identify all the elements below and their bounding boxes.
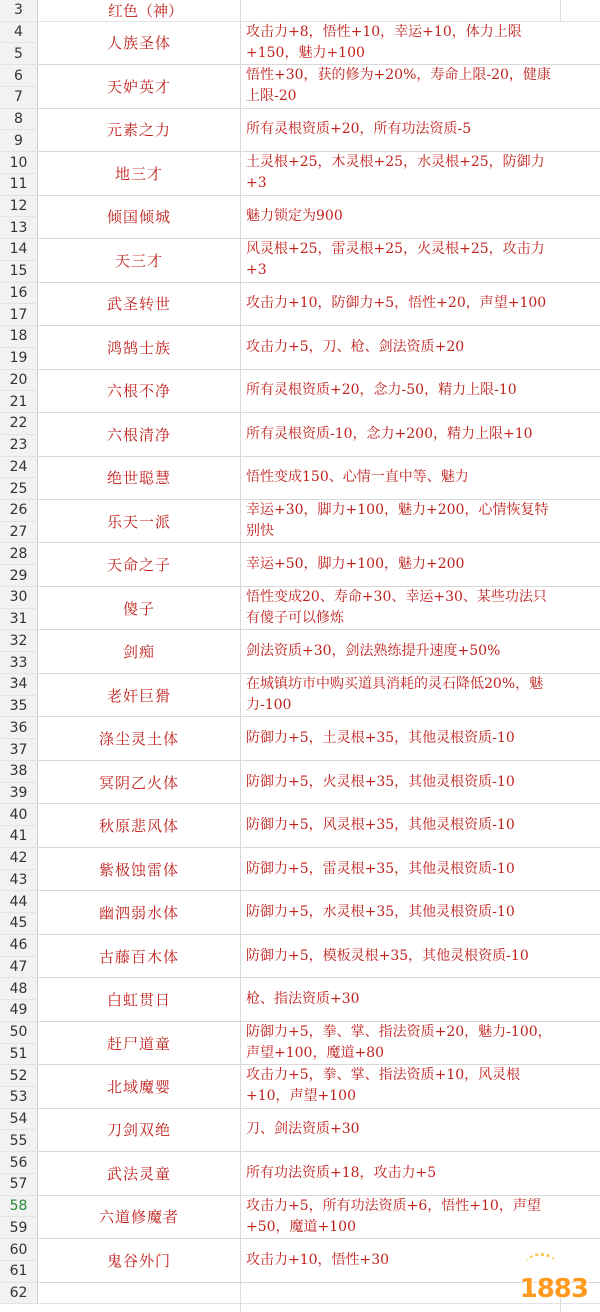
trait-name-cell[interactable]: 古藤百木体: [38, 935, 241, 977]
row-number[interactable]: 34: [0, 674, 38, 695]
trait-name-cell[interactable]: 天妒英才: [38, 65, 241, 107]
trait-desc-text: 防御力+5，土灵根+35，其他灵根资质-10: [246, 730, 515, 747]
row-number[interactable]: 20: [0, 370, 38, 391]
trait-desc-cell[interactable]: [246, 239, 556, 281]
trait-row: [38, 543, 600, 586]
row-number[interactable]: 49: [0, 1000, 38, 1021]
trait-row: [38, 717, 600, 760]
trait-desc-cell[interactable]: [246, 109, 556, 151]
trait-row: [38, 848, 600, 891]
trait-row: [38, 109, 600, 152]
trait-desc-cell[interactable]: [246, 587, 556, 629]
trait-desc-text: 魅力锁定为900: [246, 208, 343, 225]
row-number[interactable]: 19: [0, 348, 38, 369]
trait-name-cell[interactable]: 秋原悲风体: [38, 804, 241, 846]
row-number[interactable]: 24: [0, 457, 38, 478]
trait-desc-text: 剑法资质+30，剑法熟练提升速度+50%: [246, 643, 501, 660]
watermark-rays: [526, 1253, 556, 1274]
trait-row: [38, 978, 600, 1021]
trait-row: [38, 1196, 600, 1239]
trait-name-cell[interactable]: 鸿鹄士族: [38, 326, 241, 368]
trait-desc-text: 防御力+5，拳、掌、指法资质+20，魅力-100，声望+100，魔道+80: [246, 1024, 552, 1061]
trait-desc-cell[interactable]: [246, 717, 556, 759]
trait-desc-cell[interactable]: [246, 413, 556, 455]
trait-name-cell[interactable]: 绝世聪慧: [38, 457, 241, 499]
row-number[interactable]: 47: [0, 957, 38, 978]
row-number[interactable]: 33: [0, 652, 38, 673]
trait-name-cell[interactable]: 武法灵童: [38, 1152, 241, 1194]
trait-row: [38, 22, 600, 65]
trait-row: [38, 761, 600, 804]
trait-desc-text: 攻击力+5，刀、枪、剑法资质+20: [246, 338, 465, 355]
trait-desc-cell[interactable]: [246, 543, 556, 585]
trait-row: [38, 804, 600, 847]
row-number[interactable]: 28: [0, 543, 38, 564]
trait-row: [38, 935, 600, 978]
trait-desc-cell[interactable]: [246, 283, 556, 325]
trait-desc-cell[interactable]: [246, 1152, 556, 1194]
trait-desc-cell[interactable]: [246, 1022, 556, 1064]
trait-row: [38, 196, 600, 239]
row-number[interactable]: 48: [0, 978, 38, 999]
trait-name-cell[interactable]: 紫极蚀雷体: [38, 848, 241, 890]
trait-desc-text: 所有灵根资质+20，念力-50，精力上限-10: [246, 382, 517, 399]
watermark-logo: [510, 1244, 588, 1304]
trait-desc-cell[interactable]: [246, 848, 556, 890]
trait-name-cell[interactable]: 六道修魔者: [38, 1196, 241, 1238]
trait-row: [38, 239, 600, 282]
trait-desc-cell[interactable]: [246, 457, 556, 499]
row-number[interactable]: 27: [0, 522, 38, 543]
trait-desc-text: 防御力+5，水灵根+35，其他灵根资质-10: [246, 904, 515, 921]
header-cell[interactable]: 红色（神）: [38, 0, 241, 22]
row-number[interactable]: 41: [0, 826, 38, 847]
trait-row: [38, 457, 600, 500]
trait-name-cell[interactable]: 乐天一派: [38, 500, 241, 542]
row-number[interactable]: 43: [0, 870, 38, 891]
row-number[interactable]: 39: [0, 783, 38, 804]
trait-name-cell[interactable]: 天三才: [38, 239, 241, 281]
trait-name-cell[interactable]: 武圣转世: [38, 283, 241, 325]
trait-name-cell[interactable]: 天命之子: [38, 543, 241, 585]
row-number[interactable]: 11: [0, 174, 38, 195]
trait-name-cell[interactable]: 涤尘灵土体: [38, 717, 241, 759]
row-number[interactable]: 60: [0, 1239, 38, 1260]
row-number[interactable]: 32: [0, 630, 38, 651]
trait-desc-text: 所有功法资质+18，攻击力+5: [246, 1164, 437, 1181]
row-number[interactable]: 38: [0, 761, 38, 782]
trait-name-cell[interactable]: 幽泗弱水体: [38, 891, 241, 933]
row-number[interactable]: 54: [0, 1109, 38, 1130]
trait-desc-text: 所有灵根资质-10，念力+200，精力上限+10: [246, 425, 533, 442]
row-number[interactable]: 12: [0, 196, 38, 217]
trait-desc-text: 攻击力+5，所有功法资质+6，悟性+10，声望+50，魔道+100: [246, 1197, 541, 1235]
trait-desc-text: 悟性变成150、心情一直中等、魅力: [246, 469, 469, 486]
trait-desc-text: 攻击力+10，防御力+5，悟性+20，声望+100: [246, 295, 547, 312]
trait-row: [38, 326, 600, 369]
trait-desc-text: 防御力+5，火灵根+35，其他灵根资质-10: [246, 773, 515, 790]
trait-desc-text: 攻击力+8，悟性+10，幸运+10，体力上限+150，魅力+100: [246, 23, 522, 61]
trait-name-cell[interactable]: 北域魔婴: [38, 1065, 241, 1107]
trait-desc-cell[interactable]: [246, 370, 556, 412]
row-number[interactable]: 31: [0, 609, 38, 630]
row-number[interactable]: 44: [0, 891, 38, 912]
trait-desc-text: 防御力+5，雷灵根+35，其他灵根资质-10: [246, 860, 515, 877]
trait-row: [38, 1152, 600, 1195]
trait-desc-cell[interactable]: [246, 326, 556, 368]
row-number[interactable]: 6: [0, 65, 38, 86]
trait-desc-text: 土灵根+25，木灵根+25，水灵根+25，防御力+3: [246, 154, 545, 192]
trait-desc-cell[interactable]: [246, 1109, 556, 1151]
row-number[interactable]: 37: [0, 739, 38, 760]
row-number[interactable]: 5: [0, 43, 38, 64]
trait-desc-text: 刀、剑法资质+30: [246, 1121, 360, 1138]
row-number[interactable]: 10: [0, 152, 38, 173]
trait-name-cell[interactable]: 赶尸道童: [38, 1022, 241, 1064]
trait-desc-cell[interactable]: [246, 65, 556, 107]
trait-desc-cell[interactable]: [246, 891, 556, 933]
trait-name-cell[interactable]: 傻子: [38, 587, 241, 629]
row-number[interactable]: 58: [0, 1196, 38, 1217]
row-number[interactable]: 3: [0, 0, 38, 21]
trait-row: [38, 587, 600, 630]
trait-desc-cell[interactable]: [246, 761, 556, 803]
trait-row: [38, 500, 600, 543]
trait-name-cell[interactable]: 六根不净: [38, 370, 241, 412]
trait-name-cell[interactable]: 六根清净: [38, 413, 241, 455]
trait-row: [38, 630, 600, 673]
row-number[interactable]: 18: [0, 326, 38, 347]
trait-desc-text: 枪、指法资质+30: [246, 991, 360, 1008]
trait-row: [38, 370, 600, 413]
trait-desc-text: 攻击力+10，悟性+30: [246, 1251, 390, 1268]
row-number[interactable]: 8: [0, 109, 38, 130]
row-number[interactable]: 35: [0, 696, 38, 717]
row-number[interactable]: 23: [0, 435, 38, 456]
row-number[interactable]: 25: [0, 478, 38, 499]
trait-desc-text: 防御力+5，风灵根+35，其他灵根资质-10: [246, 817, 515, 834]
watermark-text: 1883: [519, 1274, 588, 1304]
row-number[interactable]: 29: [0, 565, 38, 586]
row-number[interactable]: 7: [0, 87, 38, 108]
trait-desc-cell[interactable]: [246, 978, 556, 1020]
row-number[interactable]: 51: [0, 1044, 38, 1065]
row-number[interactable]: 45: [0, 913, 38, 934]
row-number[interactable]: 4: [0, 22, 38, 43]
trait-desc-cell[interactable]: [246, 630, 556, 672]
row-number[interactable]: 22: [0, 413, 38, 434]
row-number[interactable]: 40: [0, 804, 38, 825]
row-number[interactable]: 13: [0, 217, 38, 238]
trait-name-cell[interactable]: 元素之力: [38, 109, 241, 151]
row-number[interactable]: 50: [0, 1022, 38, 1043]
trait-row: [38, 1109, 600, 1152]
trait-name-cell[interactable]: 地三才: [38, 152, 241, 194]
trait-row: [38, 1022, 600, 1065]
trait-row: [38, 65, 600, 108]
row-number[interactable]: 56: [0, 1152, 38, 1173]
row-number[interactable]: 59: [0, 1217, 38, 1238]
trait-row: [38, 152, 600, 195]
trait-row: [38, 1065, 600, 1108]
trait-name-cell[interactable]: 倾国倾城: [38, 196, 241, 238]
row-number[interactable]: 15: [0, 261, 38, 282]
trait-desc-text: 在城镇坊市中购买道具消耗的灵石降低20%，魅力-100: [246, 676, 544, 714]
trait-row: [38, 413, 600, 456]
trait-desc-cell[interactable]: [246, 500, 556, 542]
row-number[interactable]: 17: [0, 304, 38, 325]
row-number[interactable]: 21: [0, 391, 38, 412]
trait-row: [38, 891, 600, 934]
trait-desc-cell[interactable]: [246, 674, 556, 716]
trait-name-cell[interactable]: 剑痴: [38, 630, 241, 672]
trait-desc-text: 风灵根+25，雷灵根+25，火灵根+25，攻击力+3: [246, 241, 545, 279]
trait-row: [38, 674, 600, 717]
trait-desc-text: 防御力+5，模板灵根+35，其他灵根资质-10: [246, 947, 529, 964]
trait-desc-text: 悟性变成20、寿命+30、幸运+30、某些功法只有傻子可以修炼: [246, 589, 547, 627]
row-number[interactable]: 42: [0, 848, 38, 869]
trait-desc-cell[interactable]: [246, 22, 556, 64]
trait-name-cell[interactable]: 白虹贯日: [38, 978, 241, 1020]
row-number[interactable]: 36: [0, 717, 38, 738]
row-number[interactable]: 30: [0, 587, 38, 608]
trait-name-cell[interactable]: 刀剑双绝: [38, 1109, 241, 1151]
row-number[interactable]: 16: [0, 283, 38, 304]
trait-desc-text: 幸运+50，脚力+100，魅力+200: [246, 556, 465, 573]
trait-name-cell[interactable]: 老奸巨猾: [38, 674, 241, 716]
row-number[interactable]: 52: [0, 1065, 38, 1086]
row-number[interactable]: 14: [0, 239, 38, 260]
trait-desc-cell[interactable]: [246, 1196, 556, 1238]
row-number[interactable]: 9: [0, 130, 38, 151]
trait-desc-cell[interactable]: [246, 935, 556, 977]
trait-desc-text: 幸运+30，脚力+100，魅力+200，心情恢复特别快: [246, 502, 549, 540]
trait-desc-cell[interactable]: [246, 804, 556, 846]
trait-desc-cell[interactable]: [246, 1065, 556, 1107]
row-number[interactable]: 62: [0, 1283, 38, 1304]
row-number[interactable]: 61: [0, 1261, 38, 1282]
trait-row: [38, 283, 600, 326]
trait-desc-text: 悟性+30，获的修为+20%，寿命上限-20，健康上限-20: [246, 67, 551, 105]
row-number[interactable]: 57: [0, 1174, 38, 1195]
trait-name-cell[interactable]: 鬼谷外门: [38, 1239, 241, 1281]
row-number[interactable]: 53: [0, 1087, 38, 1108]
trait-desc-cell[interactable]: [246, 196, 556, 238]
row-number[interactable]: 55: [0, 1130, 38, 1151]
row-number[interactable]: 26: [0, 500, 38, 521]
row-number[interactable]: 46: [0, 935, 38, 956]
trait-desc-text: 所有灵根资质+20，所有功法资质-5: [246, 121, 472, 138]
trait-name-cell[interactable]: 冥阴乙火体: [38, 761, 241, 803]
trait-desc-text: 攻击力+5，拳、掌、指法资质+10，风灵根+10，声望+100: [246, 1067, 521, 1105]
trait-desc-cell[interactable]: [246, 152, 556, 194]
trait-name-cell[interactable]: 人族圣体: [38, 22, 241, 64]
